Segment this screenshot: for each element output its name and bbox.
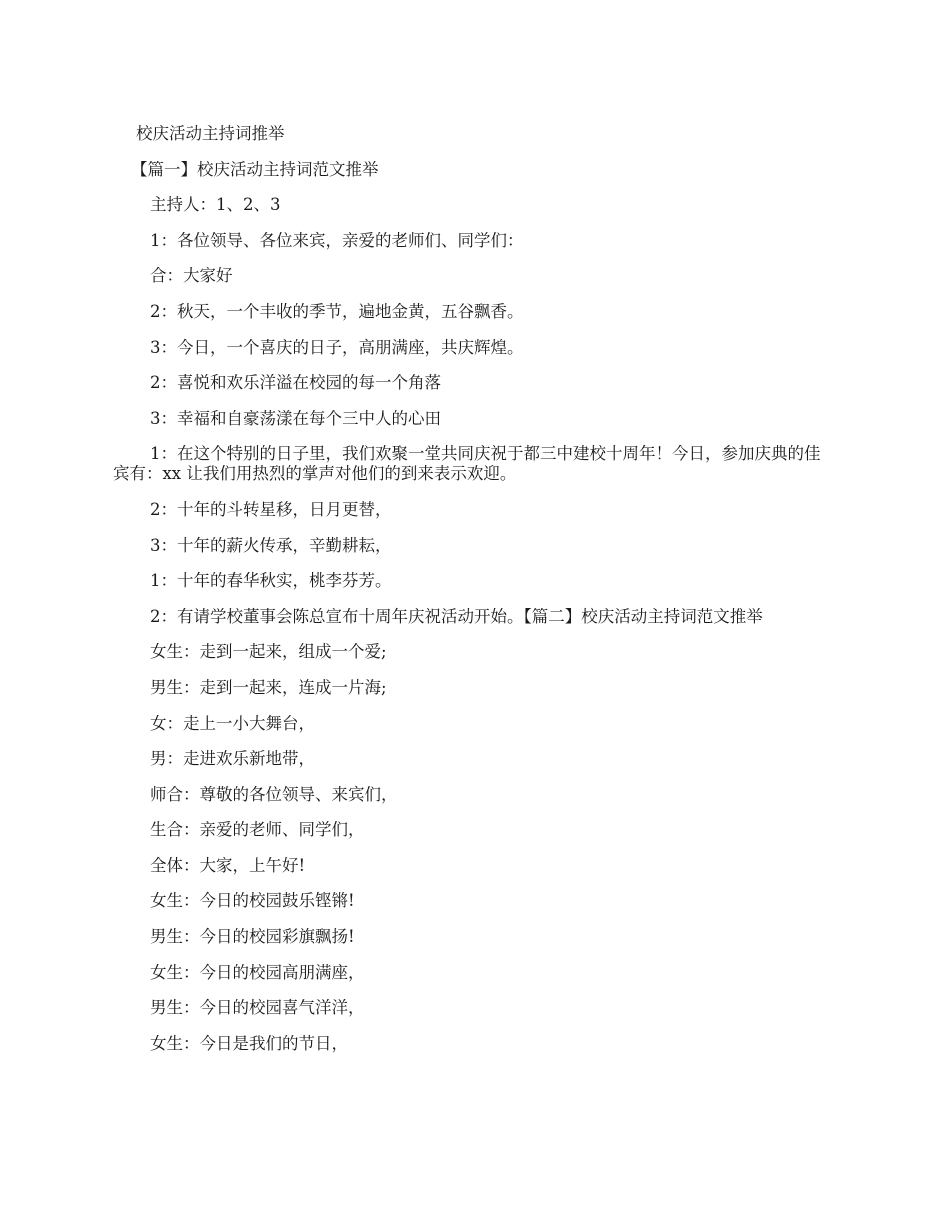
- paragraph: 3：幸福和自豪荡漾在每个三中人的心田: [150, 408, 441, 428]
- paragraph: 男生：今日的校园喜气洋洋，: [150, 998, 365, 1018]
- document-title: 校庆活动主持词推举: [136, 124, 285, 143]
- paragraph: 女生：今日是我们的节日，: [150, 1033, 348, 1053]
- paragraph: 1：在这个特别的日子里，我们欢聚一堂共同庆祝于都三中建校十周年！今日，参加庆典的佳宾有：xx 让我们用热烈的掌声对他们的到来表示欢迎。: [113, 444, 821, 484]
- paragraph: 合：大家好: [150, 266, 233, 286]
- paragraph: 2：有请学校董事会陈总宣布十周年庆祝活动开始。【篇二】校庆活动主持词范文推举: [150, 606, 763, 626]
- paragraph: 3：十年的薪火传承，辛勤耕耘，: [150, 535, 392, 555]
- paragraph: 男生：今日的校园彩旗飘扬!: [150, 927, 355, 947]
- paragraph: 3：今日，一个喜庆的日子，高朋满座，共庆辉煌。: [150, 337, 524, 357]
- paragraph: 女：走上一小大舞台，: [150, 713, 315, 733]
- paragraph: 男：走进欢乐新地带，: [150, 749, 315, 769]
- paragraph: 2：十年的斗转星移，日月更替，: [150, 499, 392, 519]
- paragraph: 女生：今日的校园鼓乐铿锵!: [150, 891, 355, 911]
- paragraph: 女生：走到一起来，组成一个爱;: [150, 642, 387, 662]
- paragraph: 师合：尊敬的各位领导、来宾们，: [150, 784, 398, 804]
- paragraph: 全体：大家，上午好!: [150, 855, 306, 875]
- document-body: [113, 124, 833, 1069]
- paragraph: 男生：走到一起来，连成一片海;: [150, 677, 387, 697]
- paragraph: 女生：今日的校园高朋满座，: [150, 962, 365, 982]
- paragraph: 主持人：1、2、3: [150, 195, 281, 215]
- paragraph: 2：秋天，一个丰收的季节，遍地金黄，五谷飘香。: [150, 301, 524, 321]
- paragraph: 生合：亲爱的老师、同学们，: [150, 820, 365, 840]
- paragraph: 1：十年的春华秋实，桃李芬芳。: [150, 571, 392, 591]
- paragraph: 2：喜悦和欢乐洋溢在校园的每一个角落: [150, 373, 441, 393]
- section-heading: 【篇一】校庆活动主持词范文推举: [131, 159, 379, 179]
- paragraph: 1：各位领导、各位来宾，亲爱的老师们、同学们：: [150, 230, 524, 250]
